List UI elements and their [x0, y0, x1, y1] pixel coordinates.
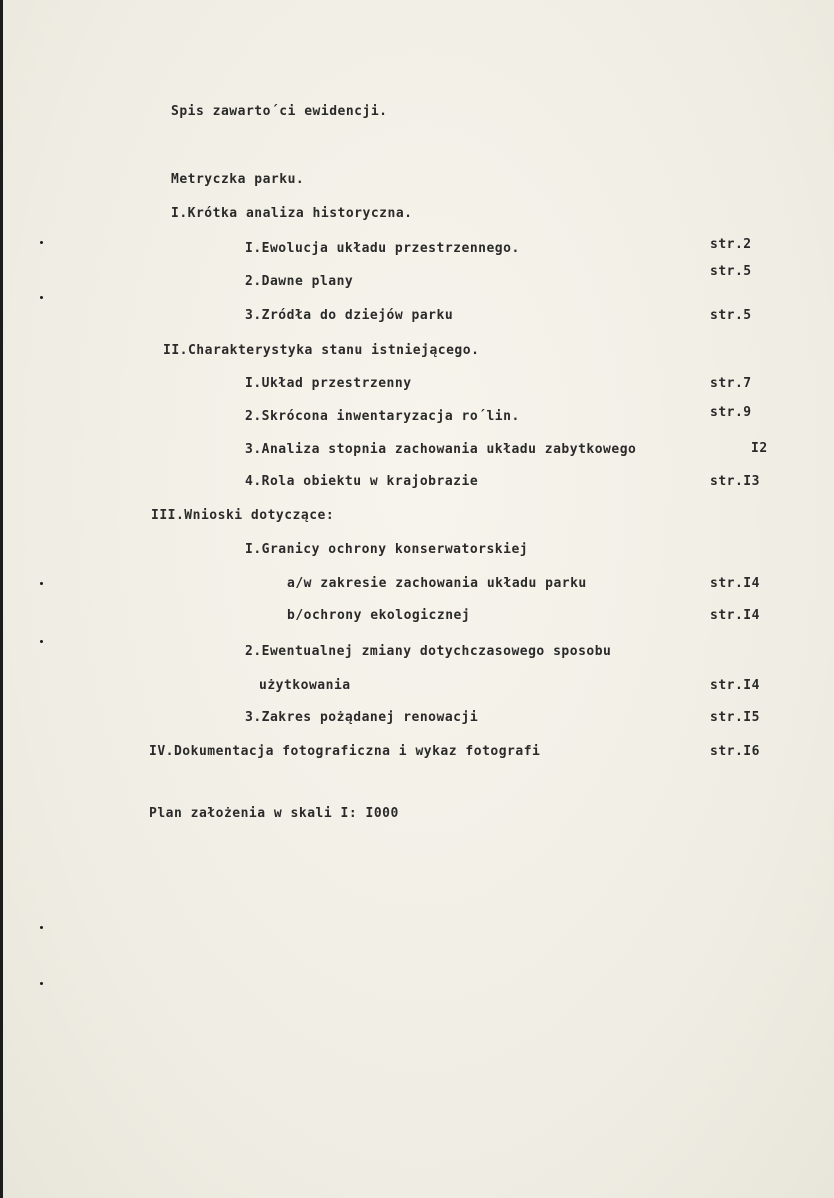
toc-section-heading: IV.Dokumentacja fotograficzna i wykaz fotografi — [149, 744, 541, 759]
toc-page-number: str.I4 — [710, 576, 760, 591]
binder-mark — [40, 582, 43, 585]
toc-section-heading: III.Wnioski dotyczące: — [151, 508, 335, 523]
toc-entry: 3.Analiza stopnia zachowania układu zabytkowego — [245, 442, 637, 457]
toc-section-heading: II.Charakterystyka stanu istniejącego. — [163, 343, 480, 358]
toc-entry: Metryczka parku. — [171, 172, 305, 187]
toc-page-number: str.2 — [710, 237, 752, 252]
toc-page-number: str.I6 — [710, 744, 760, 759]
toc-page-number: str.7 — [710, 376, 752, 391]
toc-entry: b/ochrony ekologicznej — [287, 608, 471, 623]
binder-mark — [40, 296, 43, 299]
toc-entry: 2.Skrócona inwentaryzacja ro´lin. — [245, 409, 520, 424]
document-title: Spis zawarto´ci ewidencji. — [171, 104, 388, 119]
toc-entry: użytkowania — [259, 678, 351, 693]
binder-mark — [40, 926, 43, 929]
toc-entry: 2.Dawne plany — [245, 274, 354, 289]
toc-entry: I.Granicy ochrony konserwatorskiej — [245, 542, 529, 557]
toc-entry: 3.Zakres pożądanej renowacji — [245, 710, 479, 725]
toc-entry: 3.Zródła do dziejów parku — [245, 308, 454, 323]
binder-mark — [40, 640, 43, 643]
toc-entry: a/w zakresie zachowania układu parku — [287, 576, 587, 591]
toc-page-number: str.5 — [710, 264, 752, 279]
toc-entry: 4.Rola obiektu w krajobrazie — [245, 474, 479, 489]
binder-mark — [40, 241, 43, 244]
binder-mark — [40, 982, 43, 985]
toc-section-heading: I.Krótka analiza historyczna. — [171, 206, 413, 221]
toc-entry: 2.Ewentualnej zmiany dotychczasowego sposobu — [245, 644, 612, 659]
toc-page-number: str.I5 — [710, 710, 760, 725]
footer-note: Plan założenia w skali I: I000 — [149, 806, 399, 821]
toc-entry: I.Układ przestrzenny — [245, 376, 412, 391]
toc-page-number: str.I3 — [710, 474, 760, 489]
toc-page-number: str.I4 — [710, 678, 760, 693]
toc-page-number: str.9 — [710, 405, 752, 420]
toc-page-number: str.I4 — [710, 608, 760, 623]
toc-page-number: str.5 — [710, 308, 752, 323]
toc-page-number: I2 — [751, 441, 768, 456]
toc-entry: I.Ewolucja układu przestrzennego. — [245, 241, 520, 256]
